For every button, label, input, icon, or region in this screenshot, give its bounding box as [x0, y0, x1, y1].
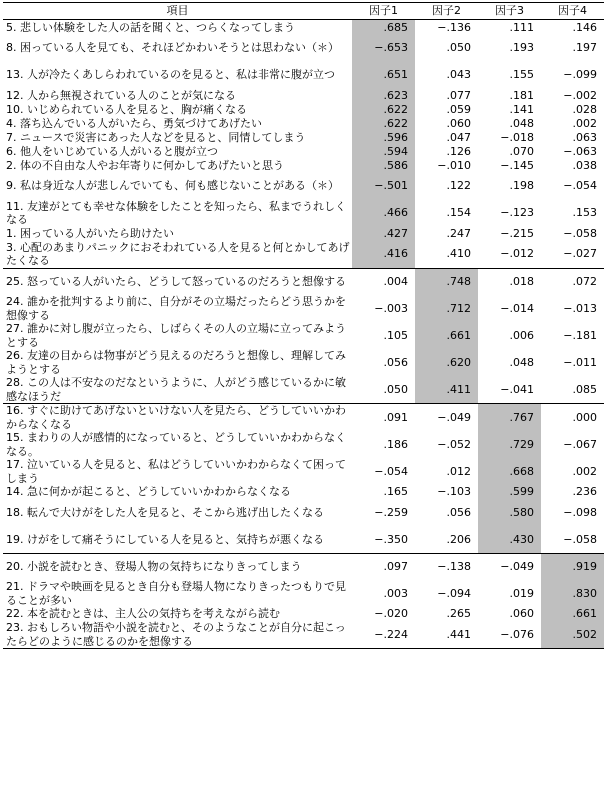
loading-factor-1: .651	[352, 62, 415, 89]
loading-factor-2: .056	[446, 505, 471, 519]
loading-factor-2: −.094	[437, 586, 471, 600]
table-row	[3, 553, 604, 580]
loading-factor-2: .012	[446, 464, 471, 478]
loading-factor-2: −.049	[415, 404, 478, 432]
item-text: 28. この人は不安なのだなというように、人がどう感じているかに敏感なほうだ	[6, 376, 346, 403]
loading-factor-1: .427	[352, 227, 415, 241]
item-text: 12. 人から無視されている人のことが気になる	[6, 88, 236, 102]
loading-factor-3: .729	[478, 431, 541, 458]
loading-factor-3: .580	[478, 499, 541, 526]
header-factor-1: 因子1	[352, 3, 415, 20]
loading-factor-4: .002	[572, 116, 597, 130]
table-row	[3, 621, 604, 649]
loading-factor-1: .594	[352, 145, 415, 159]
loading-factor-1: .466	[352, 200, 415, 227]
loading-factor-3: .111	[509, 20, 534, 34]
loading-factor-1: .003	[383, 586, 408, 600]
loading-factor-3: .599	[478, 485, 541, 499]
loading-factor-1: .596	[352, 131, 415, 145]
loading-factor-2: .265	[446, 607, 471, 621]
table-row	[3, 227, 604, 241]
loading-factor-1: −.501	[352, 173, 415, 200]
loading-factor-4: .197	[572, 41, 597, 55]
loading-factor-3: .019	[509, 586, 534, 600]
item-text: 14. 急に何かが起こると、どうしていいかわからなくなる	[6, 485, 291, 499]
item-text: 11. 友達がとても幸せな体験をしたことを知ったら、私までうれしくなる	[6, 199, 346, 226]
loading-factor-1: .097	[352, 553, 415, 580]
item-text: 15. まわりの人が感情的になっていると、どうしていいかわからなくなる。	[6, 431, 346, 458]
table-row	[3, 268, 604, 295]
loading-factor-3: .018	[478, 268, 541, 295]
item-text: 22. 本を読むときは、主人公の気持ちを考えながら読む	[6, 607, 280, 621]
loading-factor-4: .236	[572, 485, 597, 499]
loading-factor-1: .186	[383, 437, 408, 451]
table-row	[3, 404, 604, 432]
loading-factor-1: −.054	[374, 464, 408, 478]
loading-factor-2: −.138	[415, 553, 478, 580]
table-row	[3, 62, 604, 89]
loading-factor-1: .004	[352, 268, 415, 295]
loading-factor-4: .072	[541, 268, 604, 295]
loading-factor-3: −.215	[500, 226, 534, 240]
item-text: 7. ニュースで災害にあった人などを見ると、同情してしまう	[6, 130, 306, 144]
item-text: 20. 小説を読むとき、登場人物の気持ちになりきってしまう	[3, 553, 352, 580]
loading-factor-1: .091	[352, 404, 415, 432]
loading-factor-3: .048	[509, 355, 534, 369]
loading-factor-1: .623	[352, 89, 415, 103]
loading-factor-4: .085	[572, 382, 597, 396]
item-text: 4. 落ち込んでいる人がいたら、勇気づけてあげたい	[6, 116, 262, 130]
loading-factor-4: .830	[541, 580, 604, 607]
item-text: 5. 悲しい体験をした人の話を聞くと、つらくなってしまう	[6, 20, 295, 34]
item-text: 16. すぐに助けてあげないといけない人を見たら、どうしていいかわからなくなる	[3, 404, 352, 432]
loading-factor-1: −.259	[374, 505, 408, 519]
loading-factor-4: −.002	[563, 88, 597, 102]
loading-factor-2: .059	[446, 102, 471, 116]
table-row	[3, 159, 604, 173]
loading-factor-1: .622	[352, 103, 415, 117]
item-text: 26. 友達の目からは物事がどう見えるのだろうと想像し、理解してみようとする	[6, 349, 346, 376]
loading-factor-2: .060	[446, 116, 471, 130]
loading-factor-4: −.011	[563, 355, 597, 369]
loading-factor-3: .668	[478, 458, 541, 485]
loading-factor-2: .411	[415, 376, 478, 404]
loading-factor-3: .006	[509, 328, 534, 342]
loading-factor-2: .748	[415, 268, 478, 295]
loading-factor-2: .154	[446, 206, 471, 220]
loading-factor-4: −.098	[563, 505, 597, 519]
table-row	[3, 20, 604, 35]
loading-factor-4: .000	[541, 404, 604, 432]
item-text: 17. 泣いている人を見ると、私はどうしていいかわからなくて困ってしまう	[6, 458, 346, 485]
item-text: 2. 体の不自由な人やお年寄りに何かしてあげたいと思う	[6, 158, 284, 172]
table-row	[3, 458, 604, 485]
loading-factor-2: .122	[446, 179, 471, 193]
loading-factor-4: −.027	[563, 247, 597, 261]
loading-factor-4: −.058	[563, 532, 597, 546]
loading-factor-2: .077	[446, 88, 471, 102]
table-row	[3, 89, 604, 103]
loading-factor-1: −.003	[374, 301, 408, 315]
loading-factor-3: .141	[509, 102, 534, 116]
item-text: 9. 私は身近な人が悲しんでいても、何も感じないことがある（＊）	[6, 179, 339, 193]
item-text: 19. けがをして痛そうにしている人を見ると、気持ちが悪くなる	[6, 532, 324, 546]
loading-factor-1: −.224	[352, 621, 415, 649]
loading-factor-2: .410	[446, 247, 471, 261]
factor-loading-table	[3, 2, 604, 649]
header-factor-3: 因子3	[478, 3, 541, 20]
loading-factor-4: .146	[572, 20, 597, 34]
header-item: 項目	[3, 3, 352, 20]
table-row	[3, 35, 604, 62]
item-text: 18. 転んで大けがをした人を見ると、そこから逃げ出したくなる	[6, 505, 324, 519]
header-factor-2: 因子2	[415, 3, 478, 20]
loading-factor-2: −.052	[437, 437, 471, 451]
loading-factor-1: .050	[383, 382, 408, 396]
loading-factor-4: −.013	[563, 301, 597, 315]
table-row	[3, 322, 604, 349]
loading-factor-4: .661	[541, 607, 604, 621]
table-row	[3, 131, 604, 145]
loading-factor-2: .043	[446, 68, 471, 82]
loading-factor-4: .038	[572, 158, 597, 172]
item-text: 13. 人が冷たくあしらわれているのを見ると、私は非常に腹が立つ	[6, 68, 335, 82]
table-row	[3, 376, 604, 404]
loading-factor-1: −.020	[374, 607, 408, 621]
loading-factor-3: −.014	[500, 301, 534, 315]
loading-factor-1: −.653	[352, 35, 415, 62]
item-text: 24. 誰かを批判するより前に、自分がその立場だったらどう思うかを想像する	[6, 295, 346, 322]
table-body	[3, 20, 604, 649]
item-text: 6. 他人をいじめている人がいると腹が立つ	[6, 144, 218, 158]
loading-factor-3: −.049	[478, 553, 541, 580]
table-row	[3, 295, 604, 322]
loading-factor-4: .153	[572, 206, 597, 220]
loading-factor-1: .685	[352, 20, 415, 35]
table-row	[3, 607, 604, 621]
item-text: 23. おもしろい物語や小説を読むと、そのようなことが自分に起こったらどのように感じるのかを想像する	[3, 621, 352, 649]
loading-factor-4: −.058	[563, 226, 597, 240]
loading-factor-2: .206	[446, 532, 471, 546]
loading-factor-1: .622	[352, 117, 415, 131]
loading-factor-3: −.012	[500, 247, 534, 261]
loading-factor-3: .060	[509, 607, 534, 621]
loading-factor-3: .070	[509, 144, 534, 158]
loading-factor-3: −.145	[500, 158, 534, 172]
loading-factor-4: −.063	[563, 144, 597, 158]
table-row	[3, 173, 604, 200]
loading-factor-1: .056	[383, 355, 408, 369]
table-row	[3, 349, 604, 376]
loading-factor-2: .441	[415, 621, 478, 649]
loading-factor-3: .767	[478, 404, 541, 432]
loading-factor-4: −.181	[563, 328, 597, 342]
loading-factor-2: .126	[446, 144, 471, 158]
table-row	[3, 200, 604, 227]
loading-factor-4: −.054	[563, 179, 597, 193]
table-row	[3, 580, 604, 607]
loading-factor-4: .002	[572, 464, 597, 478]
item-text: 1. 困っている人がいたら助けたい	[6, 226, 174, 240]
loading-factor-2: −.103	[437, 485, 471, 499]
table-row	[3, 241, 604, 269]
table-row	[3, 499, 604, 526]
loading-factor-3: .048	[509, 116, 534, 130]
loading-factor-2: −.010	[437, 158, 471, 172]
header-factor-4: 因子4	[541, 3, 604, 20]
loading-factor-4: .028	[572, 102, 597, 116]
item-text: 8. 困っている人を見ても、それほどかわいそうとは思わない（＊）	[6, 41, 339, 55]
loading-factor-4: .502	[541, 621, 604, 649]
loading-factor-1: .165	[383, 485, 408, 499]
loading-factor-2: .661	[415, 322, 478, 349]
item-text: 25. 怒っている人がいたら、どうして怒っているのだろうと想像する	[3, 268, 352, 295]
loading-factor-1: .105	[383, 328, 408, 342]
loading-factor-3: .430	[478, 526, 541, 553]
loading-factor-3: −.041	[500, 382, 534, 396]
item-text: 3. 心配のあまりパニックにおそわれている人を見ると何とかしてあげたくなる	[6, 240, 350, 267]
loading-factor-3: .155	[509, 68, 534, 82]
loading-factor-3: .181	[509, 88, 534, 102]
loading-factor-3: −.018	[500, 130, 534, 144]
item-text: 27. 誰かに対し腹が立ったら、しばらくその人の立場に立ってみようとする	[6, 322, 346, 349]
loading-factor-3: .193	[509, 41, 534, 55]
loading-factor-2: .247	[446, 226, 471, 240]
loading-factor-3: .198	[509, 179, 534, 193]
table-row	[3, 145, 604, 159]
table-header-row	[3, 3, 604, 20]
loading-factor-2: .047	[446, 130, 471, 144]
table-row	[3, 485, 604, 499]
loading-factor-4: .063	[572, 130, 597, 144]
loading-factor-1: .416	[352, 241, 415, 269]
loading-factor-2: .712	[415, 295, 478, 322]
loading-factor-2: .620	[415, 349, 478, 376]
loading-factor-3: −.123	[500, 206, 534, 220]
loading-factor-4: .919	[541, 553, 604, 580]
item-text: 21. ドラマや映画を見るとき自分も登場人物になりきったつもりで見ることが多い	[6, 580, 346, 607]
loading-factor-2: .050	[446, 41, 471, 55]
table-row	[3, 431, 604, 458]
loading-factor-1: −.350	[374, 532, 408, 546]
loading-factor-1: .586	[352, 159, 415, 173]
table-row	[3, 103, 604, 117]
loading-factor-4: −.099	[563, 68, 597, 82]
loading-factor-4: −.067	[563, 437, 597, 451]
loading-factor-3: −.076	[478, 621, 541, 649]
table-row	[3, 117, 604, 131]
item-text: 10. いじめられている人を見ると、胸が痛くなる	[6, 102, 247, 116]
table-row	[3, 526, 604, 553]
loading-factor-2: −.136	[437, 20, 471, 34]
